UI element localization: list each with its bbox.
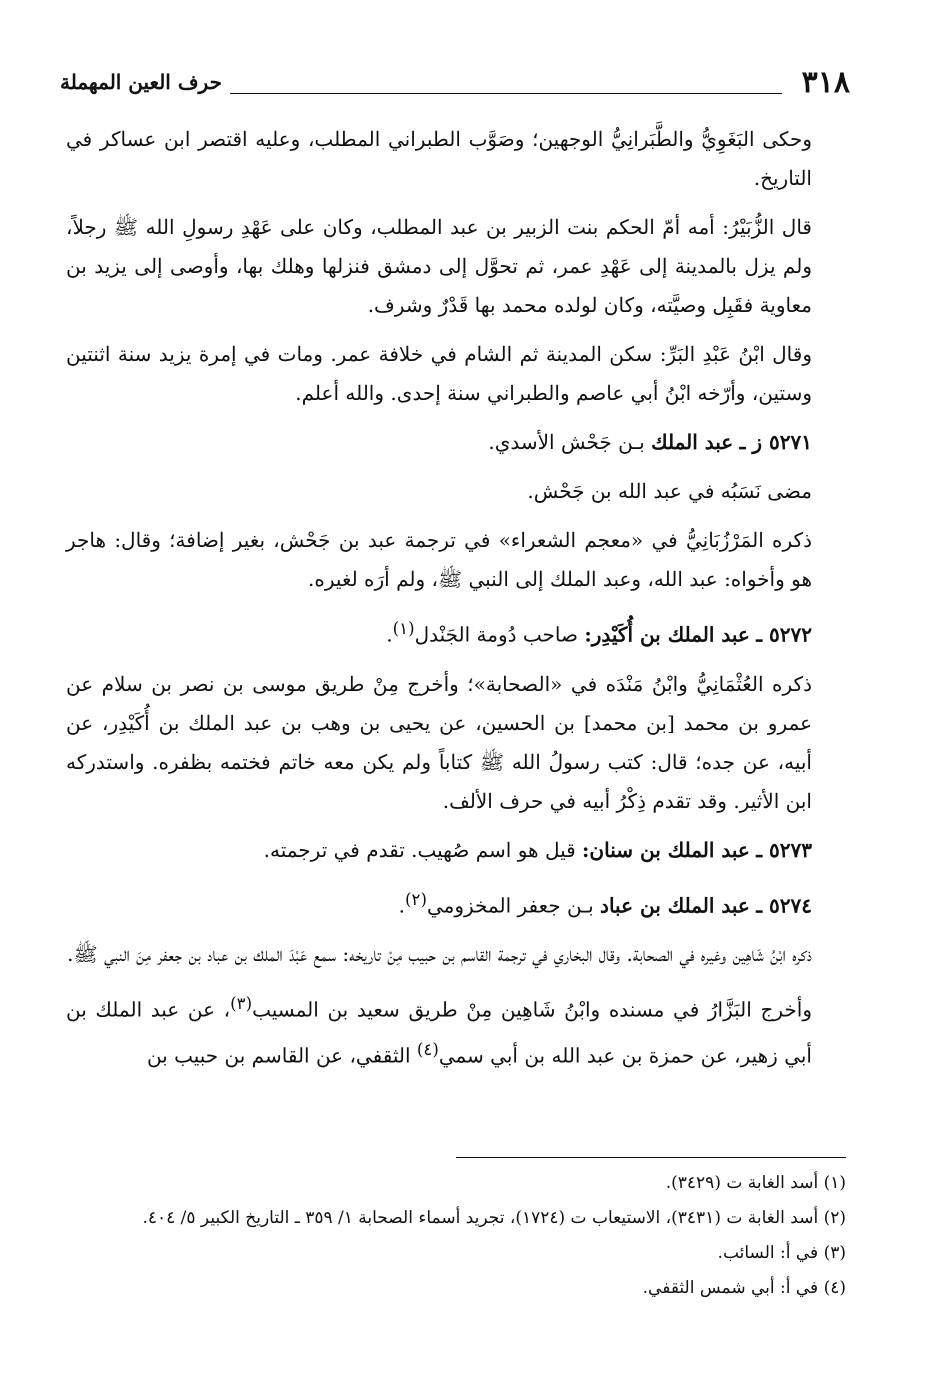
entry-number: ٥٢٧٣ ـ	[756, 837, 812, 862]
paragraph: ذكره العُثْمَانِيُّ وابْنُ مَنْدَه في «الصحابة»؛ وأخرج مِنْ طريق موسى بن نصر بن سلام عن عمرو بن محمد [بن محمد] بن الحسين، عن يحيى بن وهب بن عبد الملك بن أُكَيْدِر، عن أبيه، عن جده؛ قال: كتب رسولُ الله ﷺ كتاباً ولم يكن معه خاتم فختمه بظفره. واستدركه ابن الأثير. وقد تقدم ذِكْرُ أبيه في حرف الألف.	[66, 671, 812, 813]
footnote-ref: (١)	[392, 619, 415, 638]
entry-5273	[66, 831, 846, 870]
footnote-ref: (٢)	[404, 889, 427, 909]
footnotes	[66, 1168, 846, 1308]
paragraph: مضى نَسَبُه في عبد الله بن جَحْش.	[527, 479, 812, 503]
entry-name: عبد الملك بن عباد	[600, 893, 750, 918]
paragraph-text: الثقفي، عن القاسم بن حبيب بن	[146, 1043, 417, 1068]
page-number: ٣١٨	[801, 64, 850, 100]
paragraph: وقال ابْنُ عَبْدِ البَرِّ: سكن المدينة ثم الشام في خلافة عمر. ومات في إمرة يزيد سنة اثنتين وستين، وأرّخه ابْنُ أبي عاصم والطبراني سنة إحدى. والله أعلم.	[66, 342, 812, 405]
entry-name: عبد الملك بن أُكَيْدِر:	[584, 622, 750, 647]
main-text	[66, 120, 846, 1086]
entry-name: عبد الملك بن سنان:	[582, 837, 750, 862]
entry-5271	[66, 423, 846, 462]
page-header	[60, 60, 850, 104]
entry-number: ٥٢٧٢ ـ	[756, 622, 812, 647]
paragraph: وحكى البَغَوِيُّ والطَّبَرانِيُّ الوجهين؛ وصَوَّب الطبراني المطلب، وعليه اقتصر ابن عساكر في التاريخ.	[66, 127, 812, 190]
paragraph: قال الزُّبَيْرُ: أمه أمّ الحكم بنت الزبير بن عبد المطلب، وكان على عَهْدِ رسولِ الله ﷺ رجلاً، ولم يزل بالمدينة إلى عَهْدِ عمر، ثم تحوَّل إلى دمشق فنزلها وهلك بها، وأوصى إلى يزيد بن معاوية فقَبِل وصيَّته، وكان لولده محمد بها قَدْرٌ وشرف.	[66, 215, 812, 317]
entry-5274: ٥٢٧٤ ـ عبد الملك بن عباد بـن جعفر المخزومي$^{(٢)}$.	[398, 889, 812, 918]
footnote-ref: (٣)	[230, 994, 253, 1014]
entry-number: ٥٢٧٤ ـ	[756, 893, 812, 918]
entry-text: بـن جعفر المخزومي	[426, 893, 594, 918]
paragraph	[66, 984, 846, 1075]
footnote: (٤) في أ: أبي شمس الثقفي.	[642, 1278, 846, 1298]
entry-5272: ٥٢٧٢ ـ عبد الملك بن أُكَيْدِر: صاحب دُومة الجَنْدل$^{(١)}$.	[386, 619, 812, 647]
paragraph-text: وأخرج البَزَّارُ في مسنده وابْنُ شَاهِين مِنْ طريق سعيد بن المسيب	[252, 997, 812, 1022]
paragraph: ذكره المَرْزُبَانِيُّ في «معجم الشعراء» في ترجمة عبد بن جَحْش، بغير إضافة؛ وقال: هاجر هو وأخواه: عبد الله، وعبد الملك إلى النبي ﷺ، ولم أرَه لغيره.	[66, 528, 812, 591]
entry-text: قيل هو اسم صُهيب. تقدم في ترجمته.	[263, 837, 576, 862]
entry-name: عبد الملك	[651, 430, 734, 454]
header-rule	[230, 71, 782, 94]
paragraph: ذكره ابْنُ شَاهِين وغيره في الصحابة. وقال البخاري في ترجمة القاسم بن حبيب مِنْ تاريخه: سمع عَبْدَ الملك بن عباد بن جعفر مِنَ النبي ﷺ.	[67, 942, 812, 967]
footnote-ref: (٤)	[416, 1039, 439, 1059]
entry-text: بـن جَحْش الأسدي.	[488, 430, 645, 454]
entry-number: ٥٢٧١ ز ـ	[739, 430, 812, 454]
paragraph-text: ، عن عبد الملك بن أبي زهير، عن حمزة بن عبد الله بن أبي سمي	[66, 997, 812, 1068]
footnote: (١) أسد الغابة ت (٣٤٢٩).	[665, 1173, 846, 1193]
chapter-title: حرف العين المهملة	[60, 70, 222, 94]
entry-text: صاحب دُومة الجَنْدل	[414, 622, 578, 647]
footnote-divider	[456, 1157, 846, 1158]
footnote: (٢) أسد الغابة ت (٣٤٣١)، الاستيعاب ت (١٧٢٤)، تجريد أسماء الصحابة ١/ ٣٥٩ ـ التاريخ الكبير ٥/ ٤٠٤.	[142, 1208, 846, 1228]
footnote: (٣) في أ: السائب.	[717, 1243, 846, 1263]
